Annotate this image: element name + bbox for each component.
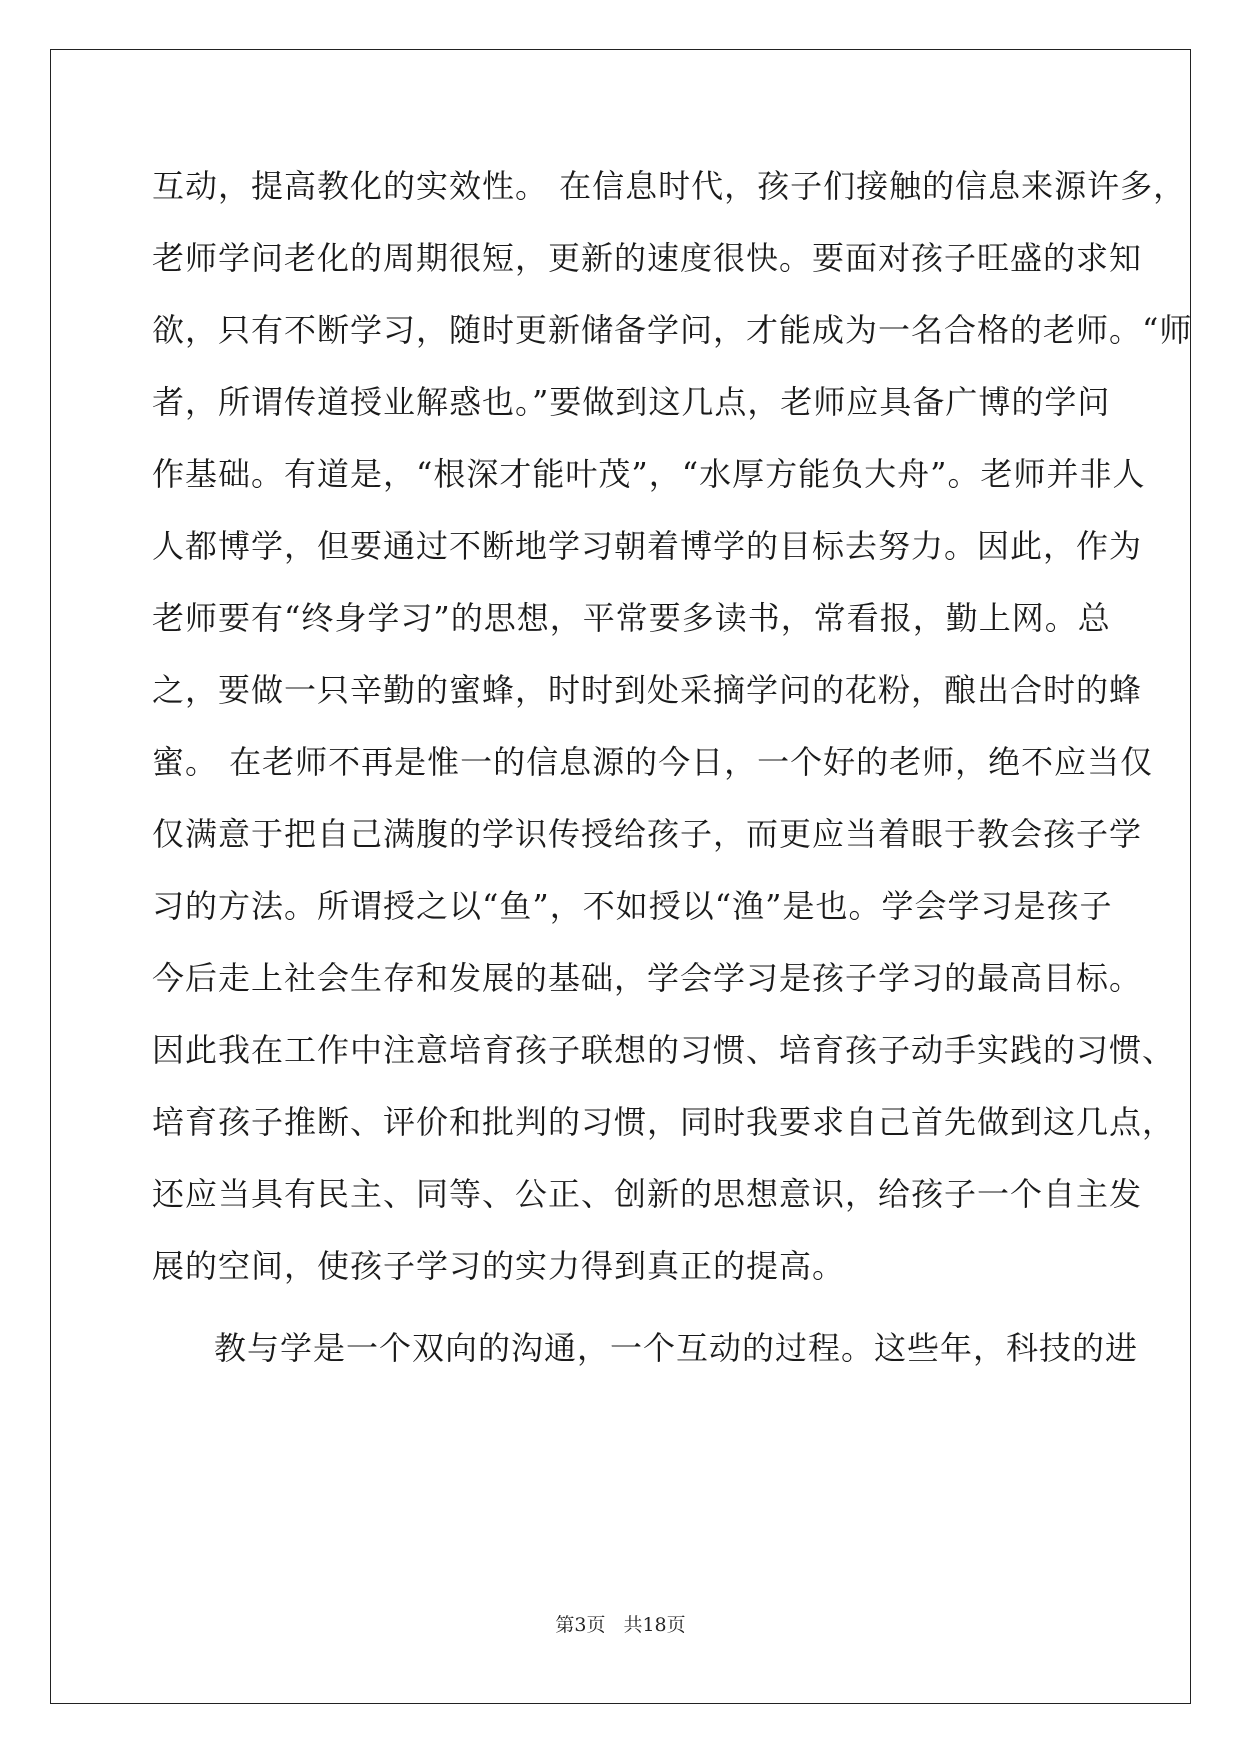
text-line: 培育孩子推断、评价和批判的习惯，同时我要求自己首先做到这几点， [152, 1103, 1176, 1141]
text-line: 蜜。 在老师不再是惟一的信息源的今日，一个好的老师，绝不应当仅 [152, 743, 1154, 781]
page-footer [0, 1613, 1241, 1637]
text-line: 互动，提高教化的实效性。 在信息时代，孩子们接触的信息来源许多， [152, 167, 1187, 205]
text-line: 习的方法。所谓授之以“鱼”，不如授以“渔”是也。学会学习是孩子 [152, 887, 1113, 925]
text-line: 展的空间，使孩子学习的实力得到真正的提高。 [152, 1247, 846, 1285]
page-border [50, 49, 1191, 1704]
page-number: 第3页 [555, 1614, 606, 1636]
text-line: 之，要做一只辛勤的蜜蜂，时时到处采摘学问的花粉，酿出合时的蜂 [152, 671, 1143, 709]
text-line: 因此我在工作中注意培育孩子联想的习惯、培育孩子动手实践的习惯、 [152, 1031, 1176, 1069]
text-line: 欲，只有不断学习，随时更新储备学问，才能成为一名合格的老师。“师 [152, 311, 1193, 349]
paragraph-first-line: 教与学是一个双向的沟通，一个互动的过程。这些年，科技的进 [214, 1329, 1139, 1367]
text-line: 老师学问老化的周期很短，更新的速度很快。要面对孩子旺盛的求知 [152, 239, 1143, 277]
text-line: 老师要有“终身学习”的思想，平常要多读书，常看报，勤上网。总 [152, 599, 1111, 637]
text-line: 还应当具有民主、同等、公正、创新的思想意识，给孩子一个自主发 [152, 1175, 1143, 1213]
text-line: 作基础。有道是，“根深才能叶茂”，“水厚方能负大舟”。老师并非人 [152, 455, 1146, 493]
page-total: 共18页 [623, 1614, 686, 1636]
text-line: 人都博学，但要通过不断地学习朝着博学的目标去努力。因此，作为 [152, 527, 1143, 565]
text-line: 今后走上社会生存和发展的基础，学会学习是孩子学习的最高目标。 [152, 959, 1143, 997]
text-line: 仅满意于把自己满腹的学识传授给孩子，而更应当着眼于教会孩子学 [152, 815, 1143, 853]
text-line: 者，所谓传道授业解惑也。”要做到这几点，老师应具备广博的学问 [152, 383, 1111, 421]
